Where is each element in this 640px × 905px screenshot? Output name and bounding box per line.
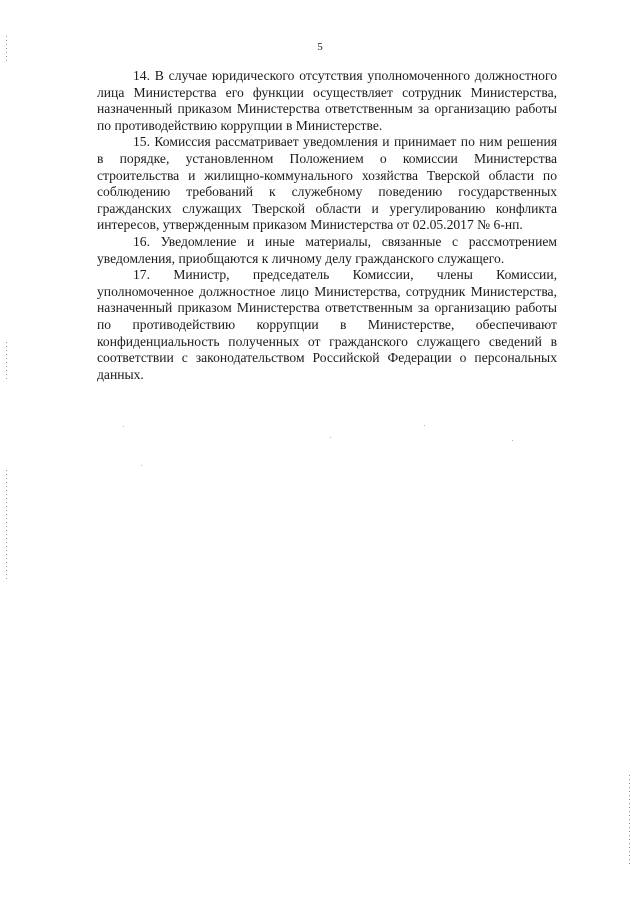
paragraph-15: 15. Комиссия рассматривает уведомления и принимает по ним решения в порядке, установленном Положением о комиссии Министерства строительства и жилищно-коммунального хозяйства Тверской области по соблюдению требований к служебному поведению государственных гражданских служащих Тверской области и урегулированию конфликта интересов, утвержденным приказом Министерства от 02.05.2017 № 6-нп. (97, 134, 557, 233)
paragraph-14: 14. В случае юридического отсутствия уполномоченного должностного лица Министерства его функции осуществляет сотрудник Министерства, назначенный приказом Министерства ответственным за организацию работы по противодействию коррупции в Министерстве. (97, 68, 557, 133)
scan-speck (330, 437, 331, 438)
scan-speck (141, 465, 142, 466)
document-body (97, 68, 557, 383)
scan-edge-mark-left-top (6, 36, 7, 62)
scan-speck (512, 440, 513, 441)
paragraph-17: 17. Министр, председатель Комиссии, члены Комиссии, уполномоченное должностное лицо Министерства, сотрудник Министерства, назначенный приказом Министерства ответственным за организацию работы по противодействию коррупции в Министерстве, обеспечивают конфиденциальность полученных от гражданского служащего сведений в соответствии с законодательством Российской Федерации о персональных данных. (97, 267, 557, 382)
scan-edge-mark-left-low (6, 470, 7, 580)
scan-edge-mark-left-mid (6, 342, 7, 382)
scan-speck (424, 425, 425, 426)
paragraph-16: 16. Уведомление и иные материалы, связанные с рассмотрением уведомления, приобщаются к личному делу гражданского служащего. (97, 233, 557, 266)
scan-speck (123, 426, 124, 427)
page-number: 5 (317, 41, 323, 53)
scan-edge-mark-right-low (629, 775, 630, 865)
